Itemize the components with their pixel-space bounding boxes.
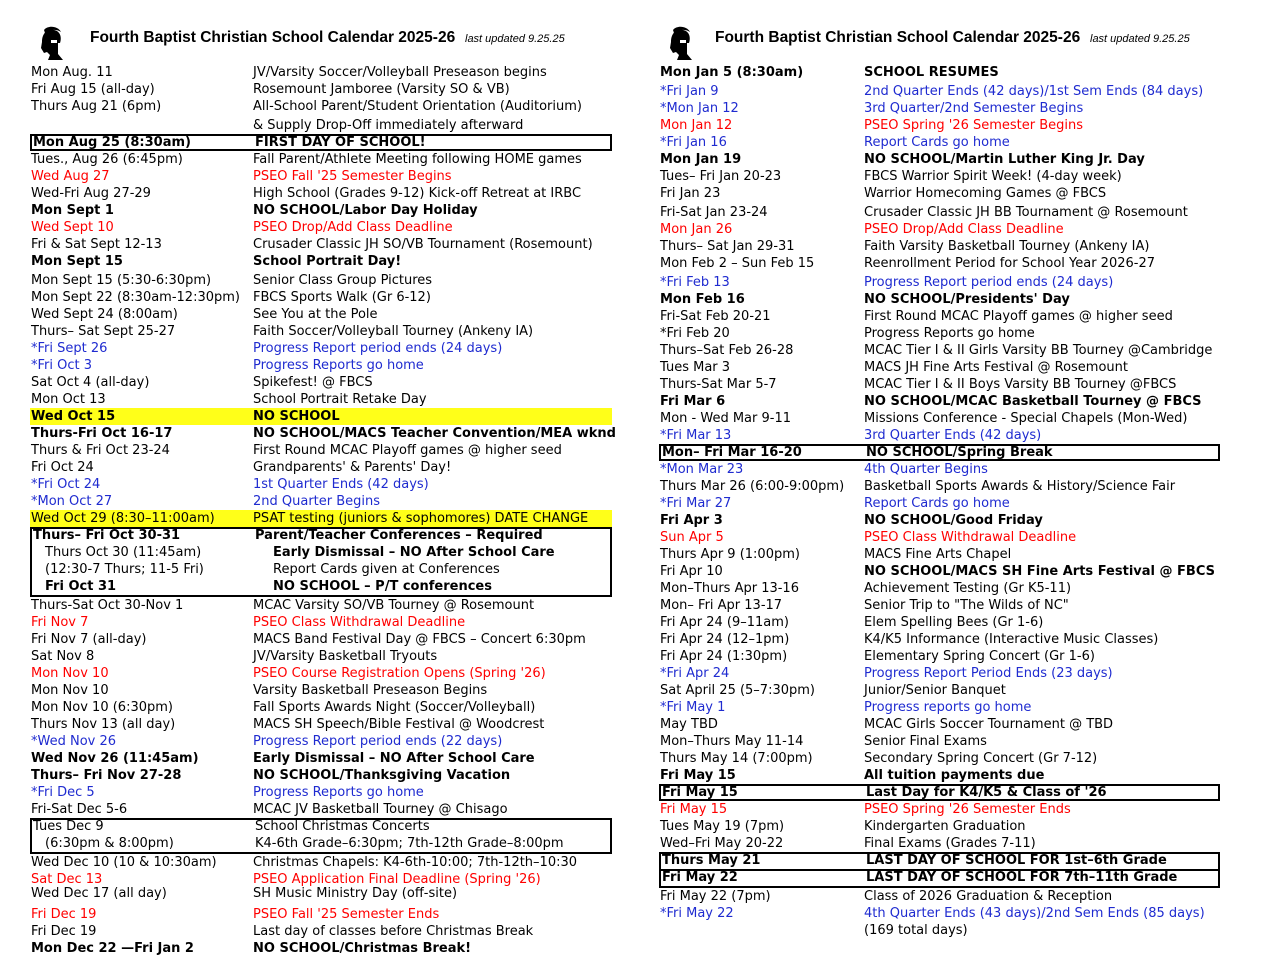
calendar-row: Mon Feb 2 – Sun Feb 15 Reenrollment Period for School Year 2026-27 xyxy=(660,256,1155,271)
calendar-row: Mon Nov 10 (6:30pm) Fall Sports Awards Night (Soccer/Volleyball) xyxy=(31,700,536,715)
calendar-row: Fri Oct 31 NO SCHOOL – P/T conferences xyxy=(45,579,492,594)
christmas-concert-box xyxy=(30,818,612,854)
last-day-box xyxy=(659,852,1220,888)
calendar-row: Fri Aug 15 (all-day) Rosemount Jamboree (Varsity SO & VB) xyxy=(31,82,510,97)
calendar-row: Fri Dec 19 Last day of classes before Christmas Break xyxy=(31,924,534,939)
calendar-row: Wed Dec 10 (10 & 10:30am) Christmas Chapels: K4-6th-10:00; 7th-12th–10:30 xyxy=(31,855,578,870)
calendar-row: *Fri Oct 24 1st Quarter Ends (42 days) xyxy=(31,477,429,492)
calendar-row: Thurs Apr 9 (1:00pm) MACS Fine Arts Chapel xyxy=(660,547,1012,562)
calendar-row: Wed-Fri Aug 27-29 High School (Grades 9-12) Kick-off Retreat at IRBC xyxy=(31,186,582,201)
calendar-row: Wed–Fri May 20-22 Final Exams (Grades 7-11) xyxy=(660,836,1036,851)
last-updated: last updated 9.25.25 xyxy=(465,33,565,45)
conferences-box xyxy=(30,527,612,597)
calendar-row: Fri May 22 (7pm) Class of 2026 Graduation & Reception xyxy=(660,889,1113,904)
calendar-row: Thurs– Sat Sept 25-27 Faith Soccer/Volleyball Tourney (Ankeny IA) xyxy=(31,324,534,339)
calendar-row: *Fri Feb 13 Progress Report period ends (24 days) xyxy=(660,275,1114,290)
calendar-row: Fri Oct 24 Grandparents' & Parents' Day! xyxy=(31,460,452,475)
calendar-row-highlighted: Wed Oct 15 NO SCHOOL xyxy=(30,408,612,425)
calendar-row: Fri Apr 24 (1:30pm) Elementary Spring Concert (Gr 1-6) xyxy=(660,649,1095,664)
calendar-row-first-day: Mon Aug 25 (8:30am) FIRST DAY OF SCHOOL! xyxy=(30,134,612,151)
calendar-row: Fri May 22 LAST DAY OF SCHOOL FOR 7th–11th Grade xyxy=(662,870,1178,885)
calendar-row: Fri Jan 23 Warrior Homecoming Games @ FBCS xyxy=(660,186,1107,201)
calendar-row: Thurs-Sat Mar 5-7 MCAC Tier I & II Boys Varsity BB Tourney @FBCS xyxy=(660,377,1177,392)
calendar-row: Thurs–Sat Feb 26-28 MCAC Tier I & II Girls Varsity BB Tourney @Cambridge xyxy=(660,343,1213,358)
calendar-row: Thurs-Fri Oct 16-17 NO SCHOOL/MACS Teacher Convention/MEA wknd xyxy=(31,426,616,441)
calendar-row: (169 total days) xyxy=(864,923,968,938)
calendar-row: Fri May 15 All tuition payments due xyxy=(660,768,1045,783)
calendar-row: May TBD MCAC Girls Soccer Tournament @ TBD xyxy=(660,717,1114,732)
calendar-row: Mon Aug. 11 JV/Varsity Soccer/Volleyball Preseason begins xyxy=(31,65,547,80)
calendar-row: Mon Sept 15 (5:30-6:30pm) Senior Class Group Pictures xyxy=(31,273,433,288)
calendar-row: Fri & Sat Sept 12-13 Crusader Classic JH SO/VB Tournament (Rosemount) xyxy=(31,237,593,252)
calendar-row: *Mon Oct 27 2nd Quarter Begins xyxy=(31,494,381,509)
calendar-row: Thurs– Fri Nov 27-28 NO SCHOOL/Thanksgiving Vacation xyxy=(31,768,511,783)
calendar-row: Sat Dec 13 PSEO Application Final Deadline (Spring '26) xyxy=(31,872,541,887)
calendar-row: Fri Nov 7 (all-day) MACS Band Festival Day @ FBCS – Concert 6:30pm xyxy=(31,632,586,647)
calendar-row: *Fri Dec 5 Progress Reports go home xyxy=(31,785,424,800)
calendar-row: Mon Sept 15 School Portrait Day! xyxy=(31,254,402,269)
calendar-row: Mon Nov 10 Varsity Basketball Preseason Begins xyxy=(31,683,488,698)
calendar-row: Mon Sept 1 NO SCHOOL/Labor Day Holiday xyxy=(31,203,478,218)
calendar-row: Thurs-Sat Oct 30-Nov 1 MCAC Varsity SO/VB Tourney @ Rosemount xyxy=(31,598,535,613)
calendar-row: Tues May 19 (7pm) Kindergarten Graduation xyxy=(660,819,1026,834)
spartan-helmet-icon xyxy=(36,26,64,62)
calendar-row: *Fri May 22 4th Quarter Ends (43 days)/2nd Sem Ends (85 days) xyxy=(660,906,1205,921)
calendar-page-fall xyxy=(30,24,616,957)
calendar-row: Wed Dec 17 (all day) SH Music Ministry Day (off-site) xyxy=(31,886,458,901)
calendar-row: Sat Oct 4 (all-day) Spikefest! @ FBCS xyxy=(31,375,373,390)
calendar-row: Mon Oct 13 School Portrait Retake Day xyxy=(31,392,427,407)
calendar-row: *Fri Apr 24 Progress Report Period Ends (23 days) xyxy=(660,666,1113,681)
calendar-row: Thurs May 14 (7:00pm) Secondary Spring Concert (Gr 7-12) xyxy=(660,751,1098,766)
calendar-row: Mon Jan 5 (8:30am) SCHOOL RESUMES xyxy=(660,65,999,80)
calendar-row: Sun Apr 5 PSEO Class Withdrawal Deadline xyxy=(660,530,1077,545)
calendar-row: Mon–Thurs Apr 13-16 Achievement Testing (Gr K5-11) xyxy=(660,581,1072,596)
calendar-title: Fourth Baptist Christian School Calendar 2025-26 xyxy=(90,29,456,46)
calendar-row: Mon Nov 10 PSEO Course Registration Opens (Spring '26) xyxy=(31,666,546,681)
calendar-row: *Fri Sept 26 Progress Report period ends (24 days) xyxy=(31,341,503,356)
calendar-row: Fri Apr 10 NO SCHOOL/MACS SH Fine Arts Festival @ FBCS xyxy=(660,564,1215,579)
calendar-header xyxy=(30,24,612,64)
calendar-row: Mon Sept 22 (8:30am-12:30pm) FBCS Sports Walk (Gr 6-12) xyxy=(31,290,431,305)
calendar-row: Fri Nov 7 PSEO Class Withdrawal Deadline xyxy=(31,615,466,630)
calendar-row: Fri Apr 24 (12–1pm) K4/K5 Informance (Interactive Music Classes) xyxy=(660,632,1159,647)
calendar-page-spring xyxy=(659,24,1220,939)
calendar-row: *Fri Mar 13 3rd Quarter Ends (42 days) xyxy=(660,428,1042,443)
calendar-row: *Mon Jan 12 3rd Quarter/2nd Semester Begins xyxy=(660,101,1084,116)
calendar-header xyxy=(659,24,1220,64)
calendar-title: Fourth Baptist Christian School Calendar 2025-26 xyxy=(715,29,1081,46)
calendar-row: Fri Dec 19 PSEO Fall '25 Semester Ends xyxy=(31,907,440,922)
calendar-row: *Fri Feb 20 Progress Reports go home xyxy=(660,326,1035,341)
calendar-row: Mon– Fri Apr 13-17 Senior Trip to "The Wilds of NC" xyxy=(660,598,1069,613)
calendar-row: Mon Jan 26 PSEO Drop/Add Class Deadline xyxy=(660,222,1064,237)
calendar-row: (12:30-7 Thurs; 11-5 Fri) Report Cards given at Conferences xyxy=(45,562,500,577)
calendar-row: Thurs– Sat Jan 29-31 Faith Varsity Basketball Tourney (Ankeny IA) xyxy=(660,239,1150,254)
calendar-row: Thurs Mar 26 (6:00-9:00pm) Basketball Sports Awards & History/Science Fair xyxy=(660,479,1176,494)
calendar-row: Thurs Aug 21 (6pm) All-School Parent/Student Orientation (Auditorium) xyxy=(31,99,582,114)
calendar-row: Fri-Sat Dec 5-6 MCAC JV Basketball Tourney @ Chisago xyxy=(31,802,508,817)
calendar-row: Wed Aug 27 PSEO Fall '25 Semester Begins xyxy=(31,169,452,184)
calendar-row: *Fri Jan 16 Report Cards go home xyxy=(660,135,1010,150)
calendar-row-spring-break: Mon– Fri Mar 16-20 NO SCHOOL/Spring Break xyxy=(659,444,1220,461)
calendar-row: Fri Apr 24 (9–11am) Elem Spelling Bees (Gr 1-6) xyxy=(660,615,1044,630)
calendar-row: *Fri May 1 Progress reports go home xyxy=(660,700,1032,715)
calendar-row: *Mon Mar 23 4th Quarter Begins xyxy=(660,462,988,477)
calendar-row: Mon Jan 12 PSEO Spring '26 Semester Begins xyxy=(660,118,1084,133)
calendar-row: Fri-Sat Jan 23-24 Crusader Classic JH BB Tournament @ Rosemount xyxy=(660,205,1188,220)
calendar-row: Wed Sept 10 PSEO Drop/Add Class Deadline xyxy=(31,220,453,235)
calendar-row: Thurs & Fri Oct 23-24 First Round MCAC Playoff games @ higher seed xyxy=(31,443,562,458)
last-updated: last updated 9.25.25 xyxy=(1090,33,1190,45)
calendar-row: Thurs May 21 LAST DAY OF SCHOOL FOR 1st–6th Grade xyxy=(661,854,1218,871)
calendar-row: Mon Dec 22 —Fri Jan 2 NO SCHOOL/Christmas Break! xyxy=(31,941,472,956)
calendar-row: Thurs– Fri Oct 30-31 Parent/Teacher Conferences – Required xyxy=(33,528,543,543)
calendar-row: Tues., Aug 26 (6:45pm) Fall Parent/Athlete Meeting following HOME games xyxy=(31,152,582,167)
calendar-row: *Fri Oct 3 Progress Reports go home xyxy=(31,358,424,373)
calendar-row: Tues– Fri Jan 20-23 FBCS Warrior Spirit Week! (4-day week) xyxy=(660,169,1122,184)
calendar-row: (6:30pm & 8:00pm) K4-6th Grade–6:30pm; 7th-12th Grade–8:00pm xyxy=(45,836,564,851)
calendar-row: *Fri Jan 9 2nd Quarter Ends (42 days)/1st Sem Ends (84 days) xyxy=(660,84,1204,99)
calendar-row: Sat Nov 8 JV/Varsity Basketball Tryouts xyxy=(31,649,438,664)
calendar-row-last-day-k5: Fri May 15 Last Day for K4/K5 & Class of '26 xyxy=(659,784,1220,801)
calendar-row: Thurs Oct 30 (11:45am) Early Dismissal – NO After School Care xyxy=(45,545,555,560)
calendar-row: *Fri Mar 27 Report Cards go home xyxy=(660,496,1010,511)
calendar-row: Mon - Wed Mar 9-11 Missions Conference - Special Chapels (Mon-Wed) xyxy=(660,411,1188,426)
calendar-row: Fri May 15 PSEO Spring '26 Semester Ends xyxy=(660,802,1071,817)
calendar-row: Mon Feb 16 NO SCHOOL/Presidents' Day xyxy=(660,292,1070,307)
calendar-row: Wed Nov 26 (11:45am) Early Dismissal – NO After School Care xyxy=(31,751,535,766)
calendar-row: Tues Mar 3 MACS JH Fine Arts Festival @ Rosemount xyxy=(660,360,1128,375)
calendar-row: *Wed Nov 26 Progress Report period ends (22 days) xyxy=(31,734,503,749)
calendar-row-highlighted: Wed Oct 29 (8:30–11:00am) PSAT testing (juniors & sophomores) DATE CHANGE xyxy=(30,510,612,527)
calendar-row: Mon Jan 19 NO SCHOOL/Martin Luther King Jr. Day xyxy=(660,152,1145,167)
calendar-row: Sat April 25 (5–7:30pm) Junior/Senior Banquet xyxy=(660,683,1006,698)
calendar-row: Thurs Nov 13 (all day) MACS SH Speech/Bible Festival @ Woodcrest xyxy=(31,717,545,732)
calendar-row: Tues Dec 9 School Christmas Concerts xyxy=(33,819,430,834)
calendar-row: & Supply Drop-Off immediately afterward xyxy=(253,118,524,133)
spartan-helmet-icon xyxy=(665,26,693,62)
calendar-row: Mon–Thurs May 11-14 Senior Final Exams xyxy=(660,734,987,749)
calendar-row: Wed Sept 24 (8:00am) See You at the Pole xyxy=(31,307,378,322)
calendar-row: Fri Apr 3 NO SCHOOL/Good Friday xyxy=(660,513,1043,528)
calendar-row: Fri-Sat Feb 20-21 First Round MCAC Playoff games @ higher seed xyxy=(660,309,1173,324)
calendar-row: Fri Mar 6 NO SCHOOL/MCAC Basketball Tourney @ FBCS xyxy=(660,394,1202,409)
